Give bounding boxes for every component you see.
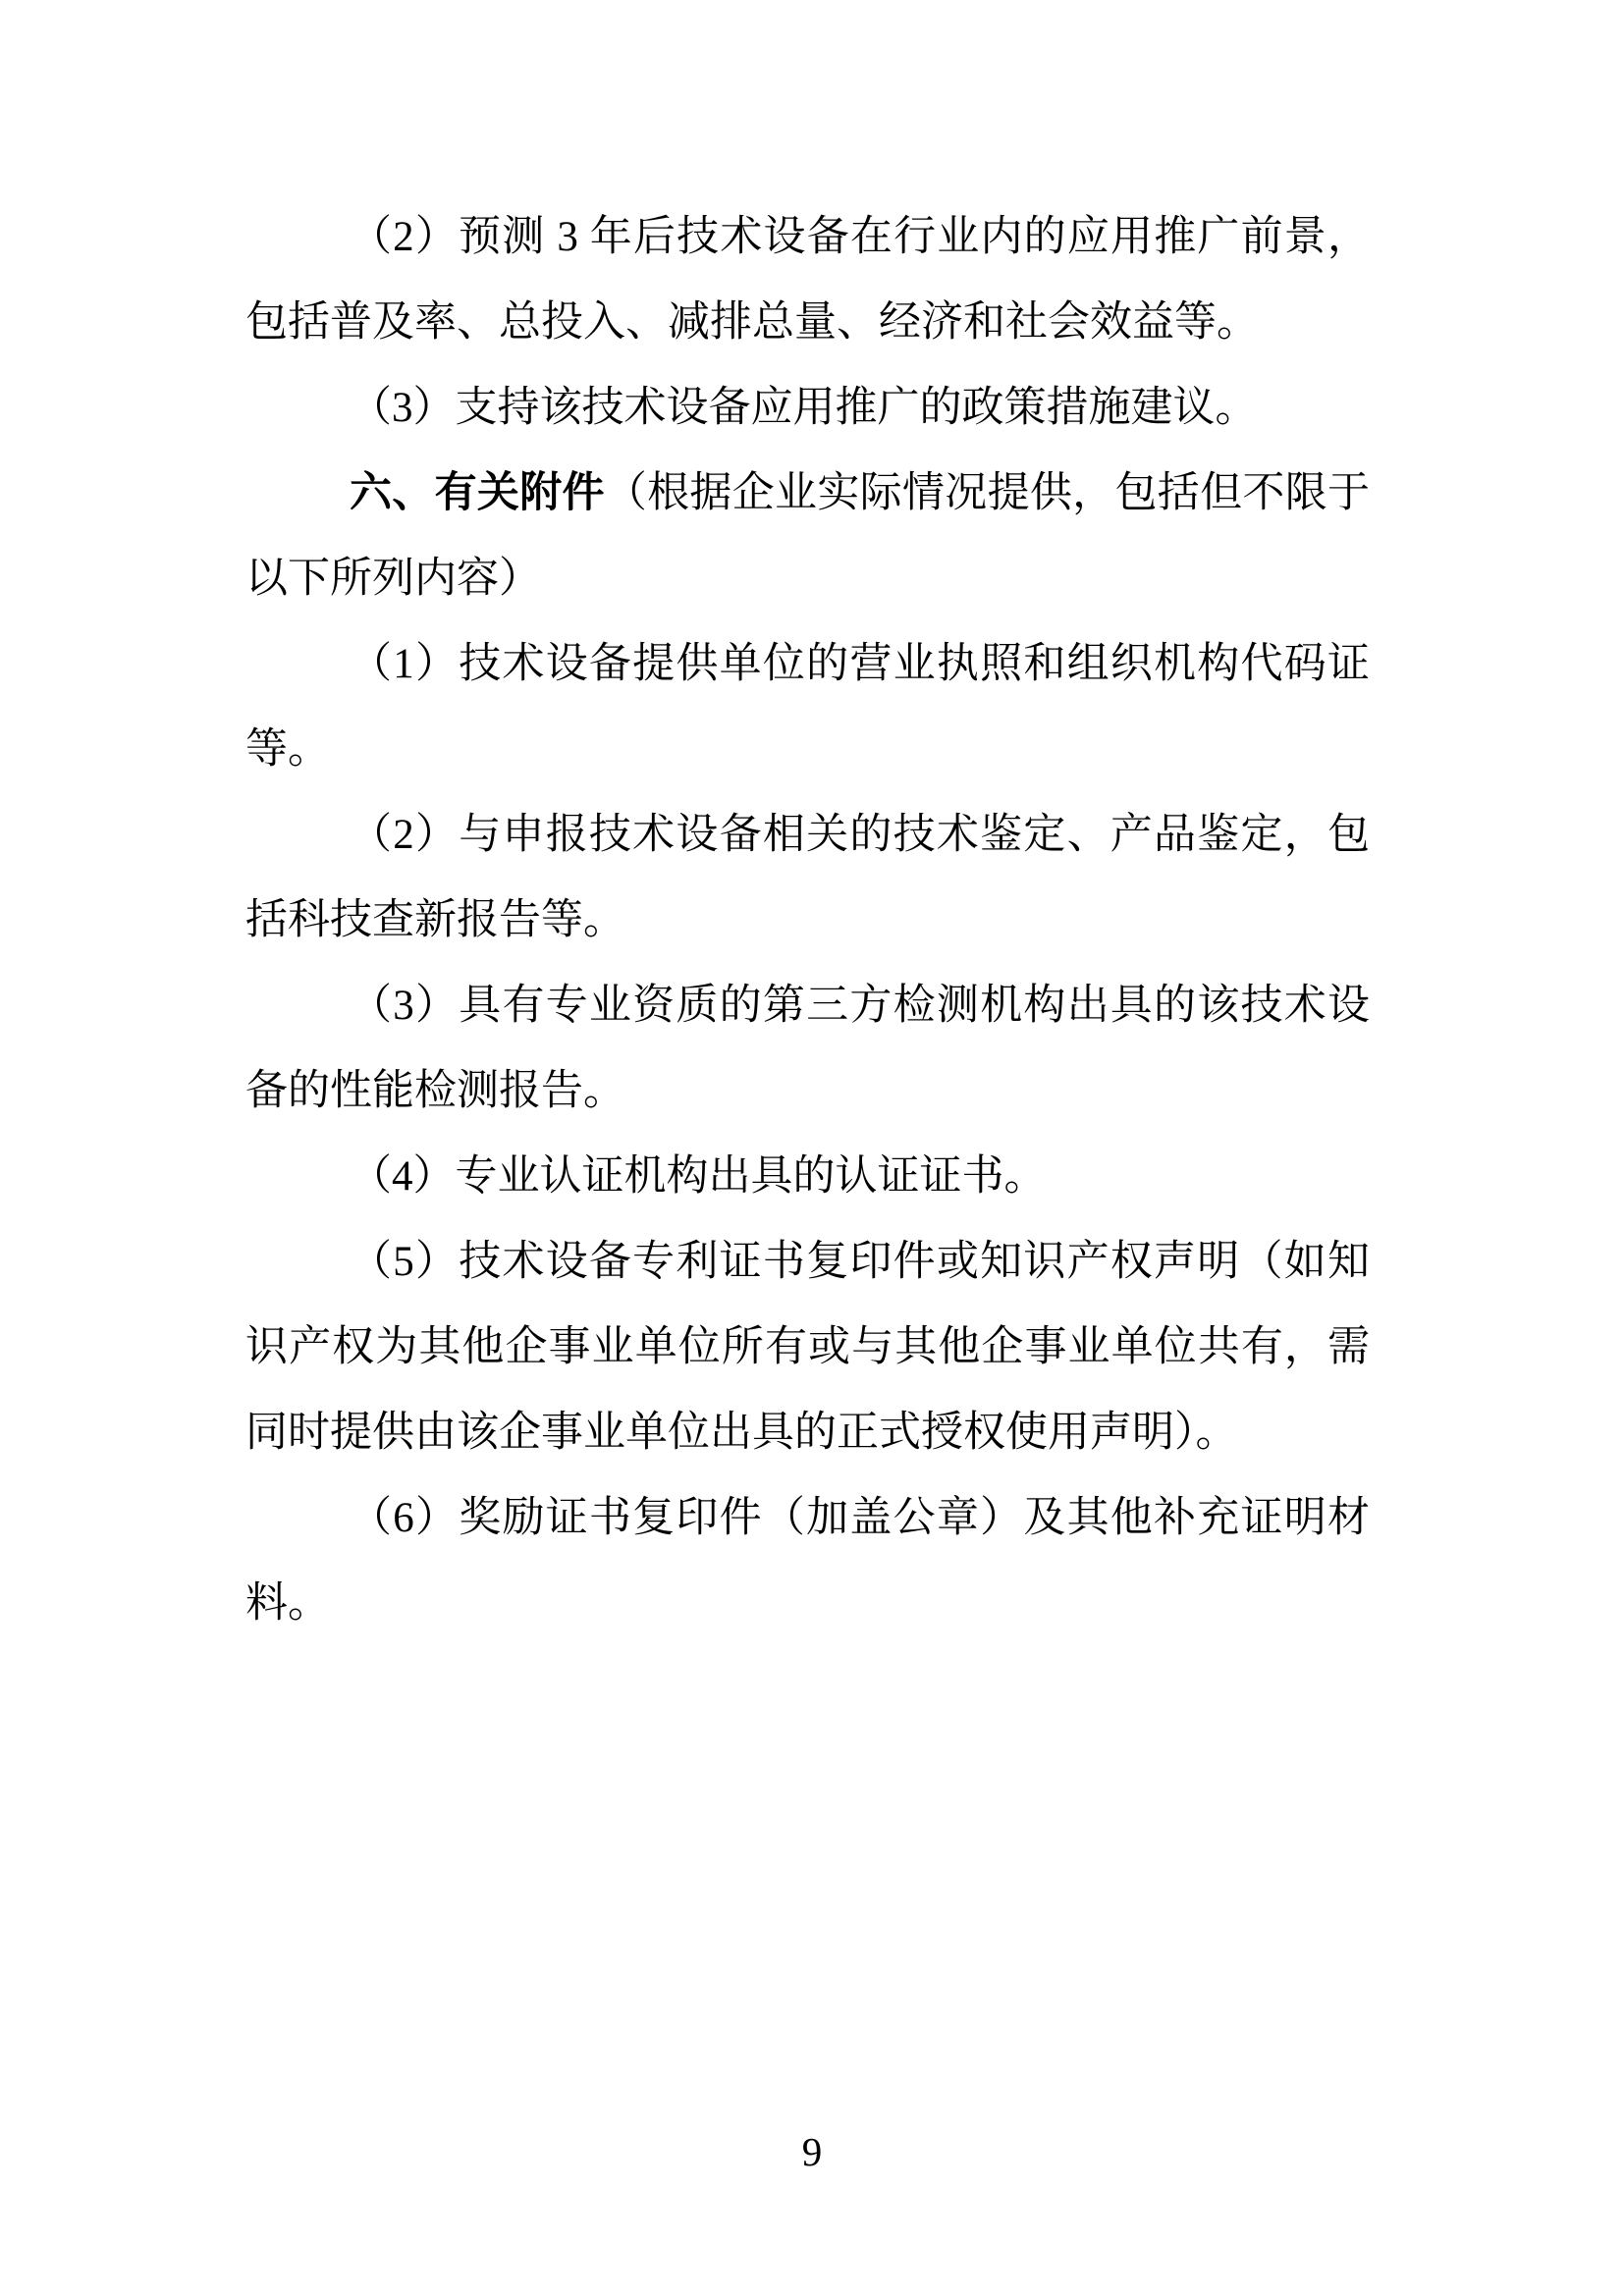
line-text: （1）技术设备提供单位的营业执照和组织机构代码证: [350, 641, 1370, 687]
text-line: [245, 1219, 1370, 1305]
line-text: （4）专业认证机构出具的认证证书。: [350, 1153, 1047, 1200]
text-line: [245, 963, 1370, 1048]
line-text: （5）技术设备专利证书复印件或知识产权声明（如知: [350, 1239, 1370, 1285]
line-text: 包括普及率、总投入、减排总量、经济和社会效益等。: [245, 299, 1259, 346]
text-line: [245, 1305, 1370, 1390]
attachment-section-heading-line: [245, 451, 1370, 536]
text-line: [245, 1561, 1370, 1646]
text-line: [245, 792, 1370, 878]
section-heading-bold: 六、有关附件: [350, 469, 605, 516]
line-text: 备的性能检测报告。: [245, 1068, 625, 1114]
text-line: [245, 621, 1370, 707]
line-text: （6）奖励证书复印件（加盖公章）及其他补充证明材: [350, 1495, 1370, 1541]
text-line: [245, 1134, 1370, 1219]
line-text: 识产权为其他企事业单位所有或与其他企事业单位共有，需: [245, 1324, 1370, 1370]
text-line: [245, 1048, 1370, 1134]
page-number: 9: [801, 2129, 823, 2174]
text-line: [245, 194, 1370, 280]
text-line: [245, 878, 1370, 963]
text-line: [245, 707, 1370, 792]
text-line: [245, 1390, 1370, 1475]
line-text: 同时提供由该企事业单位出具的正式授权使用声明）。: [245, 1410, 1238, 1456]
text-line: [245, 280, 1370, 365]
line-text: （3）具有专业资质的第三方检测机构出具的该技术设: [350, 983, 1370, 1029]
line-text: （2）与申报技术设备相关的技术鉴定、产品鉴定，包: [350, 812, 1370, 858]
text-line: [245, 365, 1370, 451]
text-line: [245, 536, 1370, 621]
document-body: [245, 194, 1370, 1646]
line-text: 等。: [245, 726, 330, 773]
line-text: （2）预测 3 年后技术设备在行业内的应用推广前景，: [350, 214, 1370, 260]
text-line: [245, 1475, 1370, 1561]
line-text: 以下所列内容）: [245, 556, 541, 602]
line-text: （3）支持该技术设备应用推广的政策措施建议。: [350, 385, 1258, 431]
line-text: 括科技查新报告等。: [245, 897, 625, 943]
line-text: （根据企业实际情况提供，包括但不限于: [604, 470, 1371, 516]
line-text: 料。: [245, 1580, 330, 1627]
